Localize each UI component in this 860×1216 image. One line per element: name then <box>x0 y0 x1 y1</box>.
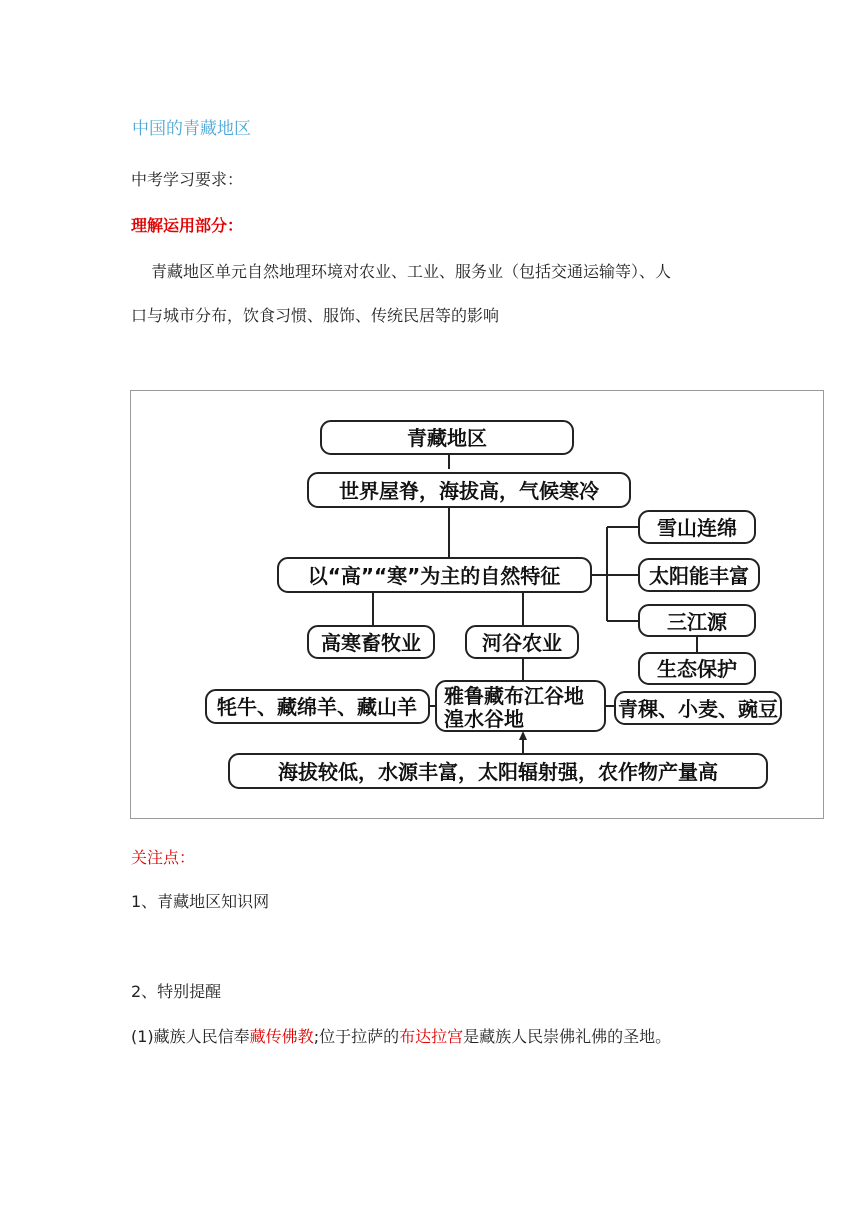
node-livestock <box>206 690 429 723</box>
svg-text:世界屋脊，海拔高，气候寒冷: 世界屋脊，海拔高，气候寒冷 <box>339 479 599 503</box>
svg-text:三江源: 三江源 <box>667 610 727 634</box>
note-prefix: (1)藏族人民信奉 <box>131 1027 250 1046</box>
node-eco-protection <box>639 653 755 684</box>
node-crops <box>615 692 781 724</box>
page-title: 中国的青藏地区 <box>132 119 251 139</box>
svg-text:海拔较低，水源丰富，太阳辐射强，农作物产量高: 海拔较低，水源丰富，太阳辐射强，农作物产量高 <box>278 760 718 784</box>
svg-text:太阳能丰富: 太阳能丰富 <box>649 564 749 588</box>
knowledge-diagram <box>130 390 824 819</box>
node-features <box>308 473 630 507</box>
arrow-up-icon <box>519 731 527 740</box>
node-valley-agriculture <box>466 626 578 658</box>
svg-text:牦牛、藏绵羊、藏山羊: 牦牛、藏绵羊、藏山羊 <box>217 695 417 719</box>
paragraph-line-2: 口与城市分布，饮食习惯、服饰、传统民居等的影响 <box>131 306 500 325</box>
node-alpine-herding <box>308 626 434 658</box>
focus-label: 关注点： <box>131 848 196 867</box>
svg-text:雅鲁藏布江谷地: 雅鲁藏布江谷地 <box>444 684 584 708</box>
node-conditions <box>229 754 767 788</box>
section-label: 理解运用部分： <box>131 216 244 235</box>
node-main-characteristics <box>278 558 591 592</box>
requirement-label: 中考学习要求： <box>131 170 244 189</box>
svg-text:青藏地区: 青藏地区 <box>407 426 487 450</box>
node-root <box>321 421 573 454</box>
paragraph-line-1: 青藏地区单元自然地理环境对农业、工业、服务业（包括交通运输等）、人 <box>151 262 672 281</box>
node-solar-energy <box>639 559 759 591</box>
svg-text:生态保护: 生态保护 <box>657 657 737 681</box>
highlight-potala-palace: 布达拉宫 <box>399 1027 464 1046</box>
svg-text:青稞、小麦、豌豆: 青稞、小麦、豌豆 <box>618 697 778 721</box>
svg-text:高寒畜牧业: 高寒畜牧业 <box>321 631 421 655</box>
node-snow-mountains <box>639 511 755 543</box>
svg-text:湟水谷地: 湟水谷地 <box>444 707 524 731</box>
node-three-rivers-source <box>639 605 755 636</box>
svg-text:以“高”“寒”为主的自然特征: 以“高”“寒”为主的自然特征 <box>307 564 561 588</box>
diagram-canvas <box>131 391 823 818</box>
note-line <box>131 1024 671 1047</box>
list-item-2: 2、特别提醒 <box>131 982 222 1001</box>
node-river-valleys <box>436 681 605 731</box>
svg-text:雪山连绵: 雪山连绵 <box>657 516 737 540</box>
svg-text:河谷农业: 河谷农业 <box>482 631 562 655</box>
note-middle: ;位于拉萨的 <box>313 1027 400 1046</box>
note-suffix: 是藏族人民崇佛礼佛的圣地。 <box>463 1027 672 1046</box>
list-item-1: 1、青藏地区知识网 <box>131 892 270 911</box>
highlight-tibetan-buddhism: 藏传佛教 <box>249 1027 314 1046</box>
